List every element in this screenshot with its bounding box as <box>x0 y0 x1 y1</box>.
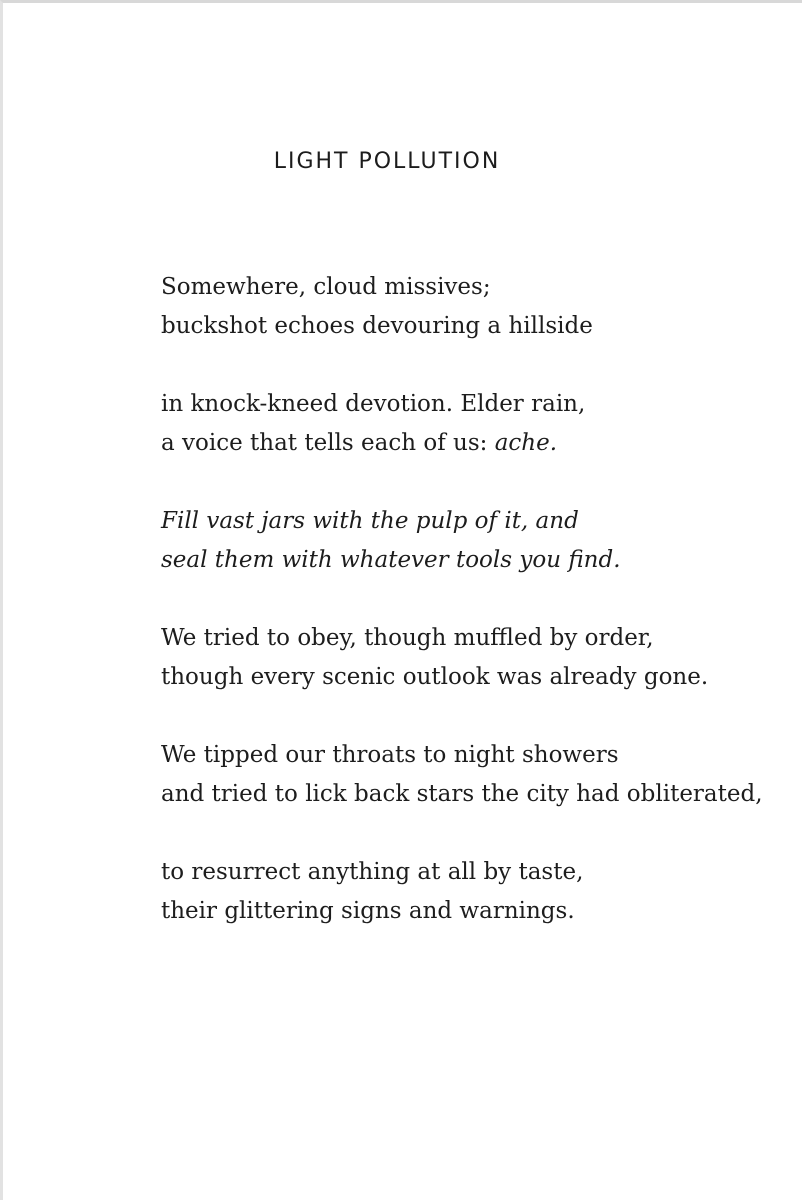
poem-line: to resurrect anything at all by taste, <box>161 859 584 885</box>
poem-line: and tried to lick back stars the city had obliterated, <box>161 781 763 807</box>
poem-line: in knock-kneed devotion. Elder rain, <box>161 391 586 417</box>
stanza-2 <box>161 385 781 463</box>
poem-line: buckshot echoes devouring a hillside <box>161 313 593 339</box>
italic-word: ache. <box>494 430 558 456</box>
poem-line: We tried to obey, though muffled by order, <box>161 625 654 651</box>
poem-line <box>161 424 781 463</box>
poem-title: LIGHT POLLUTION <box>273 149 501 174</box>
poem-line-text: a voice that tells each of us: <box>161 430 495 456</box>
poem-body <box>161 268 781 970</box>
poem-line: seal them with whatever tools you find. <box>161 547 621 573</box>
poem-line: their glittering signs and warnings. <box>161 898 575 924</box>
poem-line: Fill vast jars with the pulp of it, and <box>161 508 579 534</box>
stanza-3-italic <box>161 502 781 580</box>
poem-line: We tipped our throats to night showers <box>161 742 619 768</box>
stanza-1 <box>161 268 781 346</box>
poem-line: Somewhere, cloud missives; <box>161 274 491 300</box>
poem-line: though every scenic outlook was already gone. <box>161 664 709 690</box>
stanza-5 <box>161 736 781 814</box>
stanza-6 <box>161 853 781 931</box>
stanza-4 <box>161 619 781 697</box>
